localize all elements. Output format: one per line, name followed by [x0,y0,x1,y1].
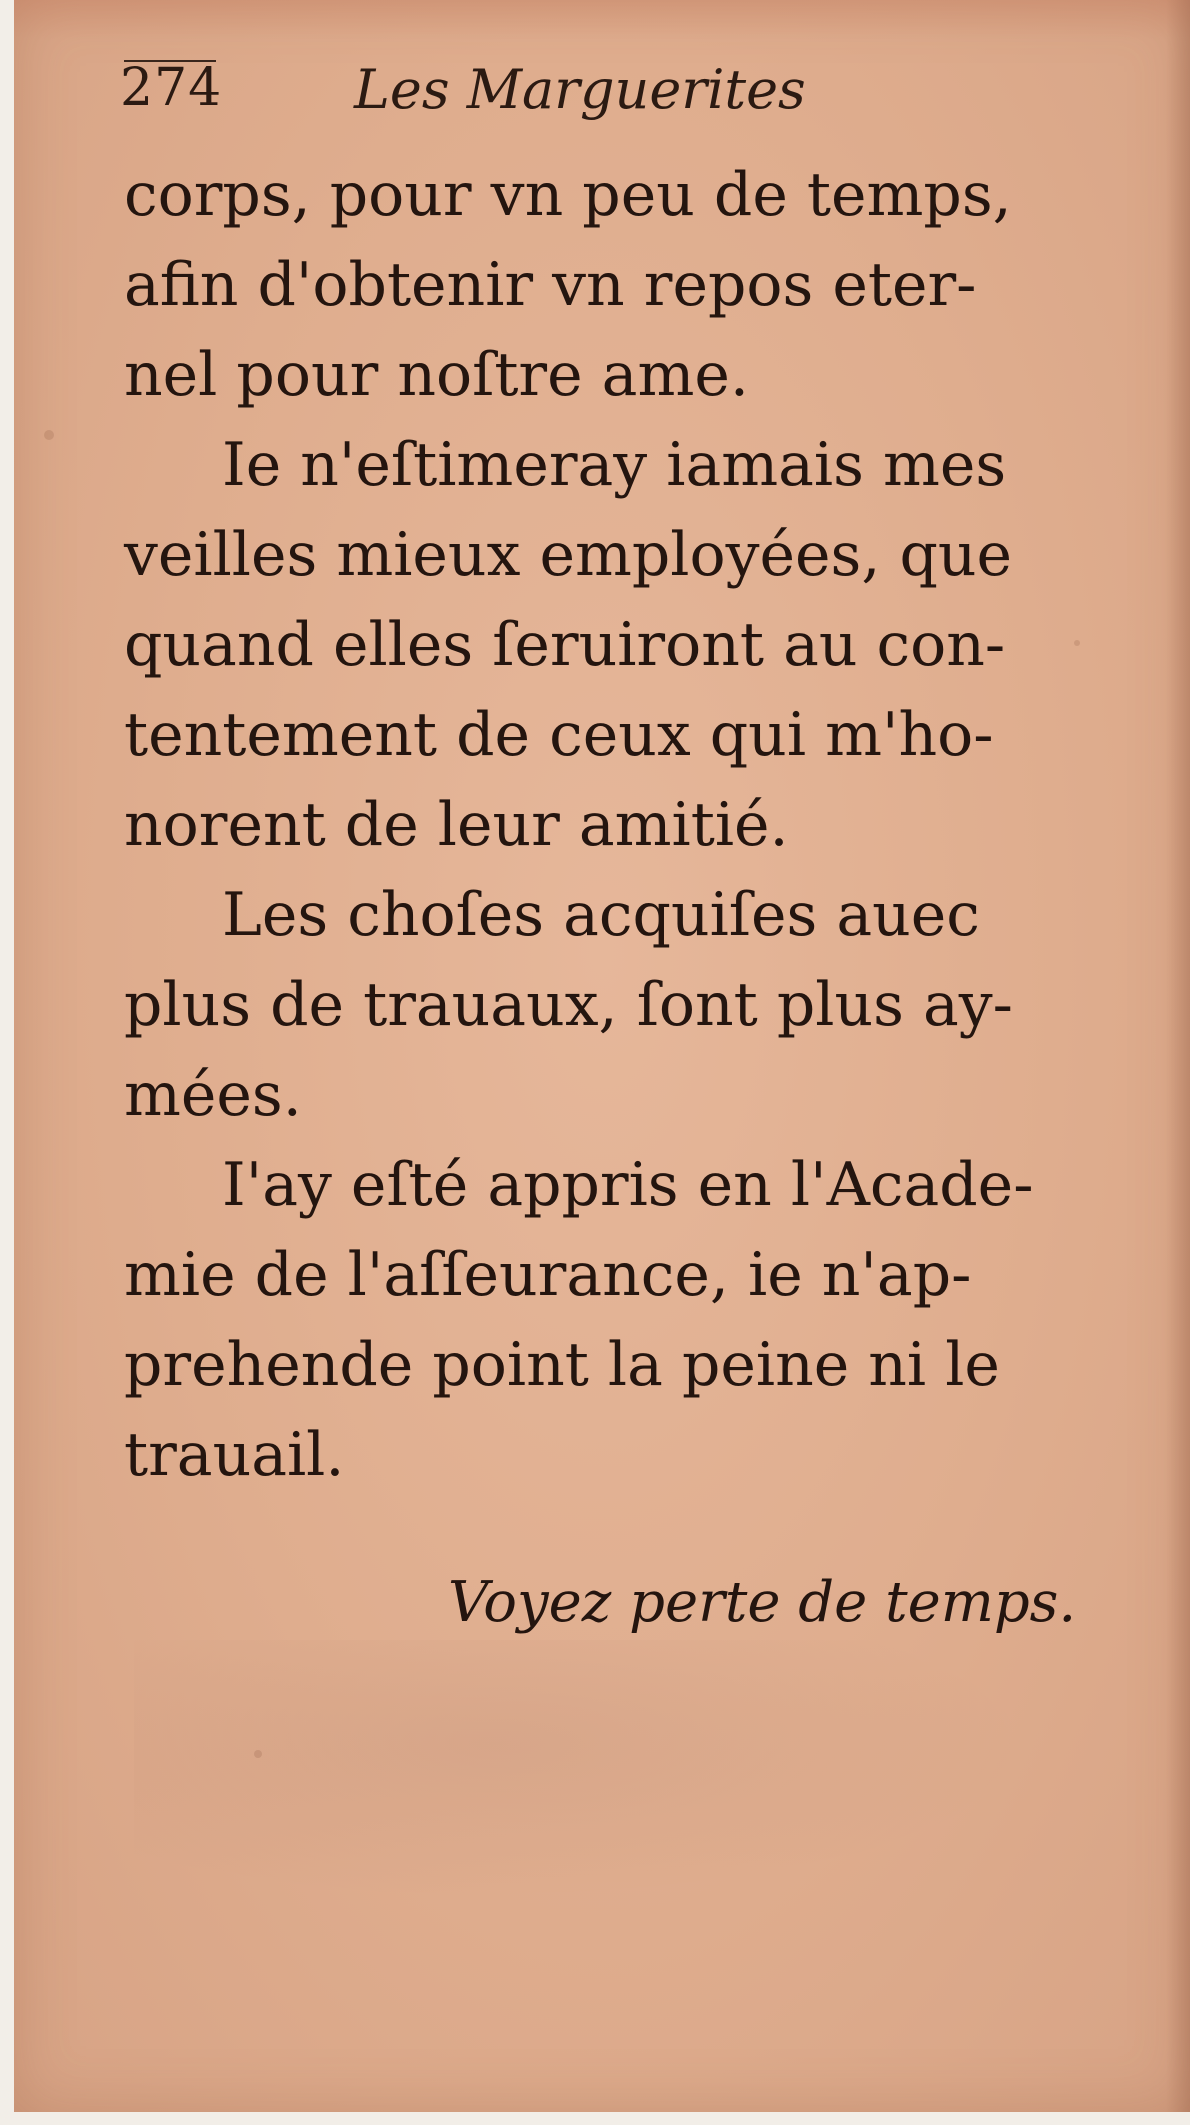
text-line: afin d'obtenir vn repos eter- [124,250,977,320]
paragraph-start-line: Les choſes acquiſes auec [222,880,980,950]
paragraph-start-line: I'ay eſté appris en l'Acade- [222,1150,1034,1220]
ink-spot [44,430,54,440]
text-line: mie de l'aſſeurance, ie n'ap- [124,1240,972,1310]
text-line: tentement de ceux qui m'ho- [124,700,994,770]
catchword: Voyez perte de temps. [448,1570,1077,1635]
body-text [124,150,1044,1500]
running-title: Les Marguerites [354,58,806,121]
text-line: quand elles ſeruiront au con- [124,610,1006,680]
page-header [120,58,880,138]
book-page [14,0,1190,2112]
show-through-bleed [134,1640,1034,1900]
page-top-edge [14,0,1190,40]
page-edge-shadow [1166,0,1190,2112]
text-line: prehende point la peine ni le [124,1330,1000,1400]
text-line: norent de leur amitié. [124,790,789,860]
text-line: corps, pour vn peu de temps, [124,160,1012,230]
paragraph-start-line: Ie n'eſtimeray iamais mes [222,430,1007,500]
ink-spot [254,1750,262,1758]
ink-spot [1074,640,1080,646]
text-line: trauail. [124,1420,345,1490]
text-line: nel pour noſtre ame. [124,340,749,410]
page-number: 274 [120,58,223,118]
text-line: mées. [124,1060,302,1130]
text-line: plus de trauaux, ſont plus ay- [124,970,1013,1040]
text-line: veilles mieux employées, que [124,520,1013,590]
